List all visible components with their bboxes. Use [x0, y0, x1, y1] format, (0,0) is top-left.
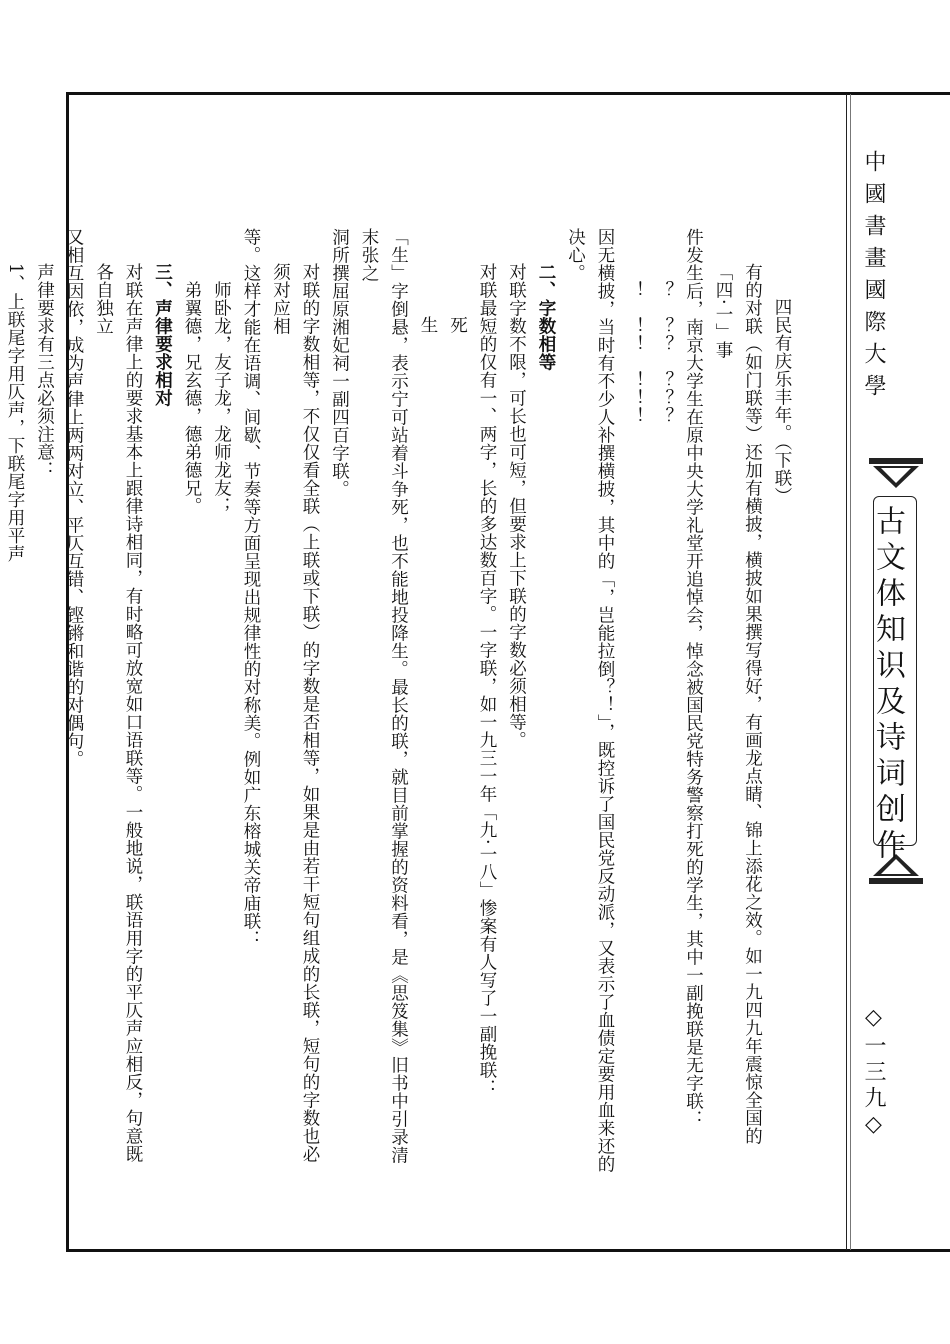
- text-line: 对联在声律上的要求基本上跟律诗相同，有时略可放宽如口语联等。一般地说，联语用字的平仄声应相反，句意既各自独立: [93, 263, 143, 1163]
- text-line: 对联最短的仅有一、两字，长的多达数百字。一字联，如一九三一年「九·一八」惨案有人写了一副挽联：: [477, 263, 497, 1098]
- text-line: 洞所撰屈原湘妃祠一副四百字联。: [329, 228, 350, 498]
- section-title: 古文体知识及诗词创作: [870, 505, 905, 865]
- text-line: 生: [418, 315, 438, 334]
- body-text: [5, 228, 796, 1178]
- text-line: ？ ？？ ？？？: [654, 280, 674, 425]
- text-line: ！ ！！ ！！！: [624, 280, 645, 425]
- text-line: 又相互因依，成为声律上两两对立、平仄互错、铿锵和谐的对偶句。: [64, 228, 84, 768]
- text-line: 三、声律要求相对: [152, 263, 173, 407]
- university-name: 中國書畫國際大學: [861, 150, 886, 406]
- margin-divider-inner: [850, 94, 851, 1250]
- text-line: 有的对联（如门联等）还加有横披，横披如果撰写得好，有画龙点睛、锦上添花之效。如一九四九年震惊全国的「四·一」事: [713, 263, 763, 1145]
- text-line: 件发生后，南京大学生在原中央大学礼堂开追悼会，悼念被国民党特务警察打死的学生，其中一副挽联是无字联：: [683, 228, 704, 1128]
- ornament-top-icon: [869, 456, 923, 490]
- page-number: ◇一三九◇: [861, 1005, 886, 1141]
- text-line: 二、字数相等: [536, 263, 556, 371]
- text-line: 师卧龙，友子龙，龙师龙友；: [211, 280, 232, 515]
- text-line: 四民有庆乐丰年。（下联）: [772, 298, 792, 506]
- text-line: 对联的字数相等，不仅仅看全联（上联或下联）的字数是否相等，如果是由若干短句组成的长联，短句的字数也必须对应相: [270, 263, 320, 1163]
- text-line: 1、上联尾字用仄声，下联尾字用平声: [5, 263, 25, 563]
- text-line: 等。这样才能在语调、间歇、节奏等方面呈现出规律性的对称美。例如广东榕城关帝庙联：: [241, 228, 261, 948]
- text-line: 声律要求有三点必须注意：: [34, 263, 55, 479]
- text-line: 弟翼德，兄玄德，德弟德兄。: [182, 280, 202, 515]
- text-line: 「生」字倒悬，表示宁可站着斗争死，也不能地投降生。最长的联，就目前掌握的资料看，是《思笈集》旧书中引录清末张之: [359, 228, 409, 1164]
- text-line: 因无横披，当时有不少人补撰横披，其中的「，岂能拉倒？！」，既控诉了国民党反动派，又表示了血债定要用血来还的决心。: [565, 228, 615, 1174]
- text-line: 死: [447, 315, 468, 334]
- text-line: 对联字数不限，可长也可短，但要求上下联的字数必须相等。: [506, 263, 527, 749]
- margin-divider: [846, 94, 847, 1250]
